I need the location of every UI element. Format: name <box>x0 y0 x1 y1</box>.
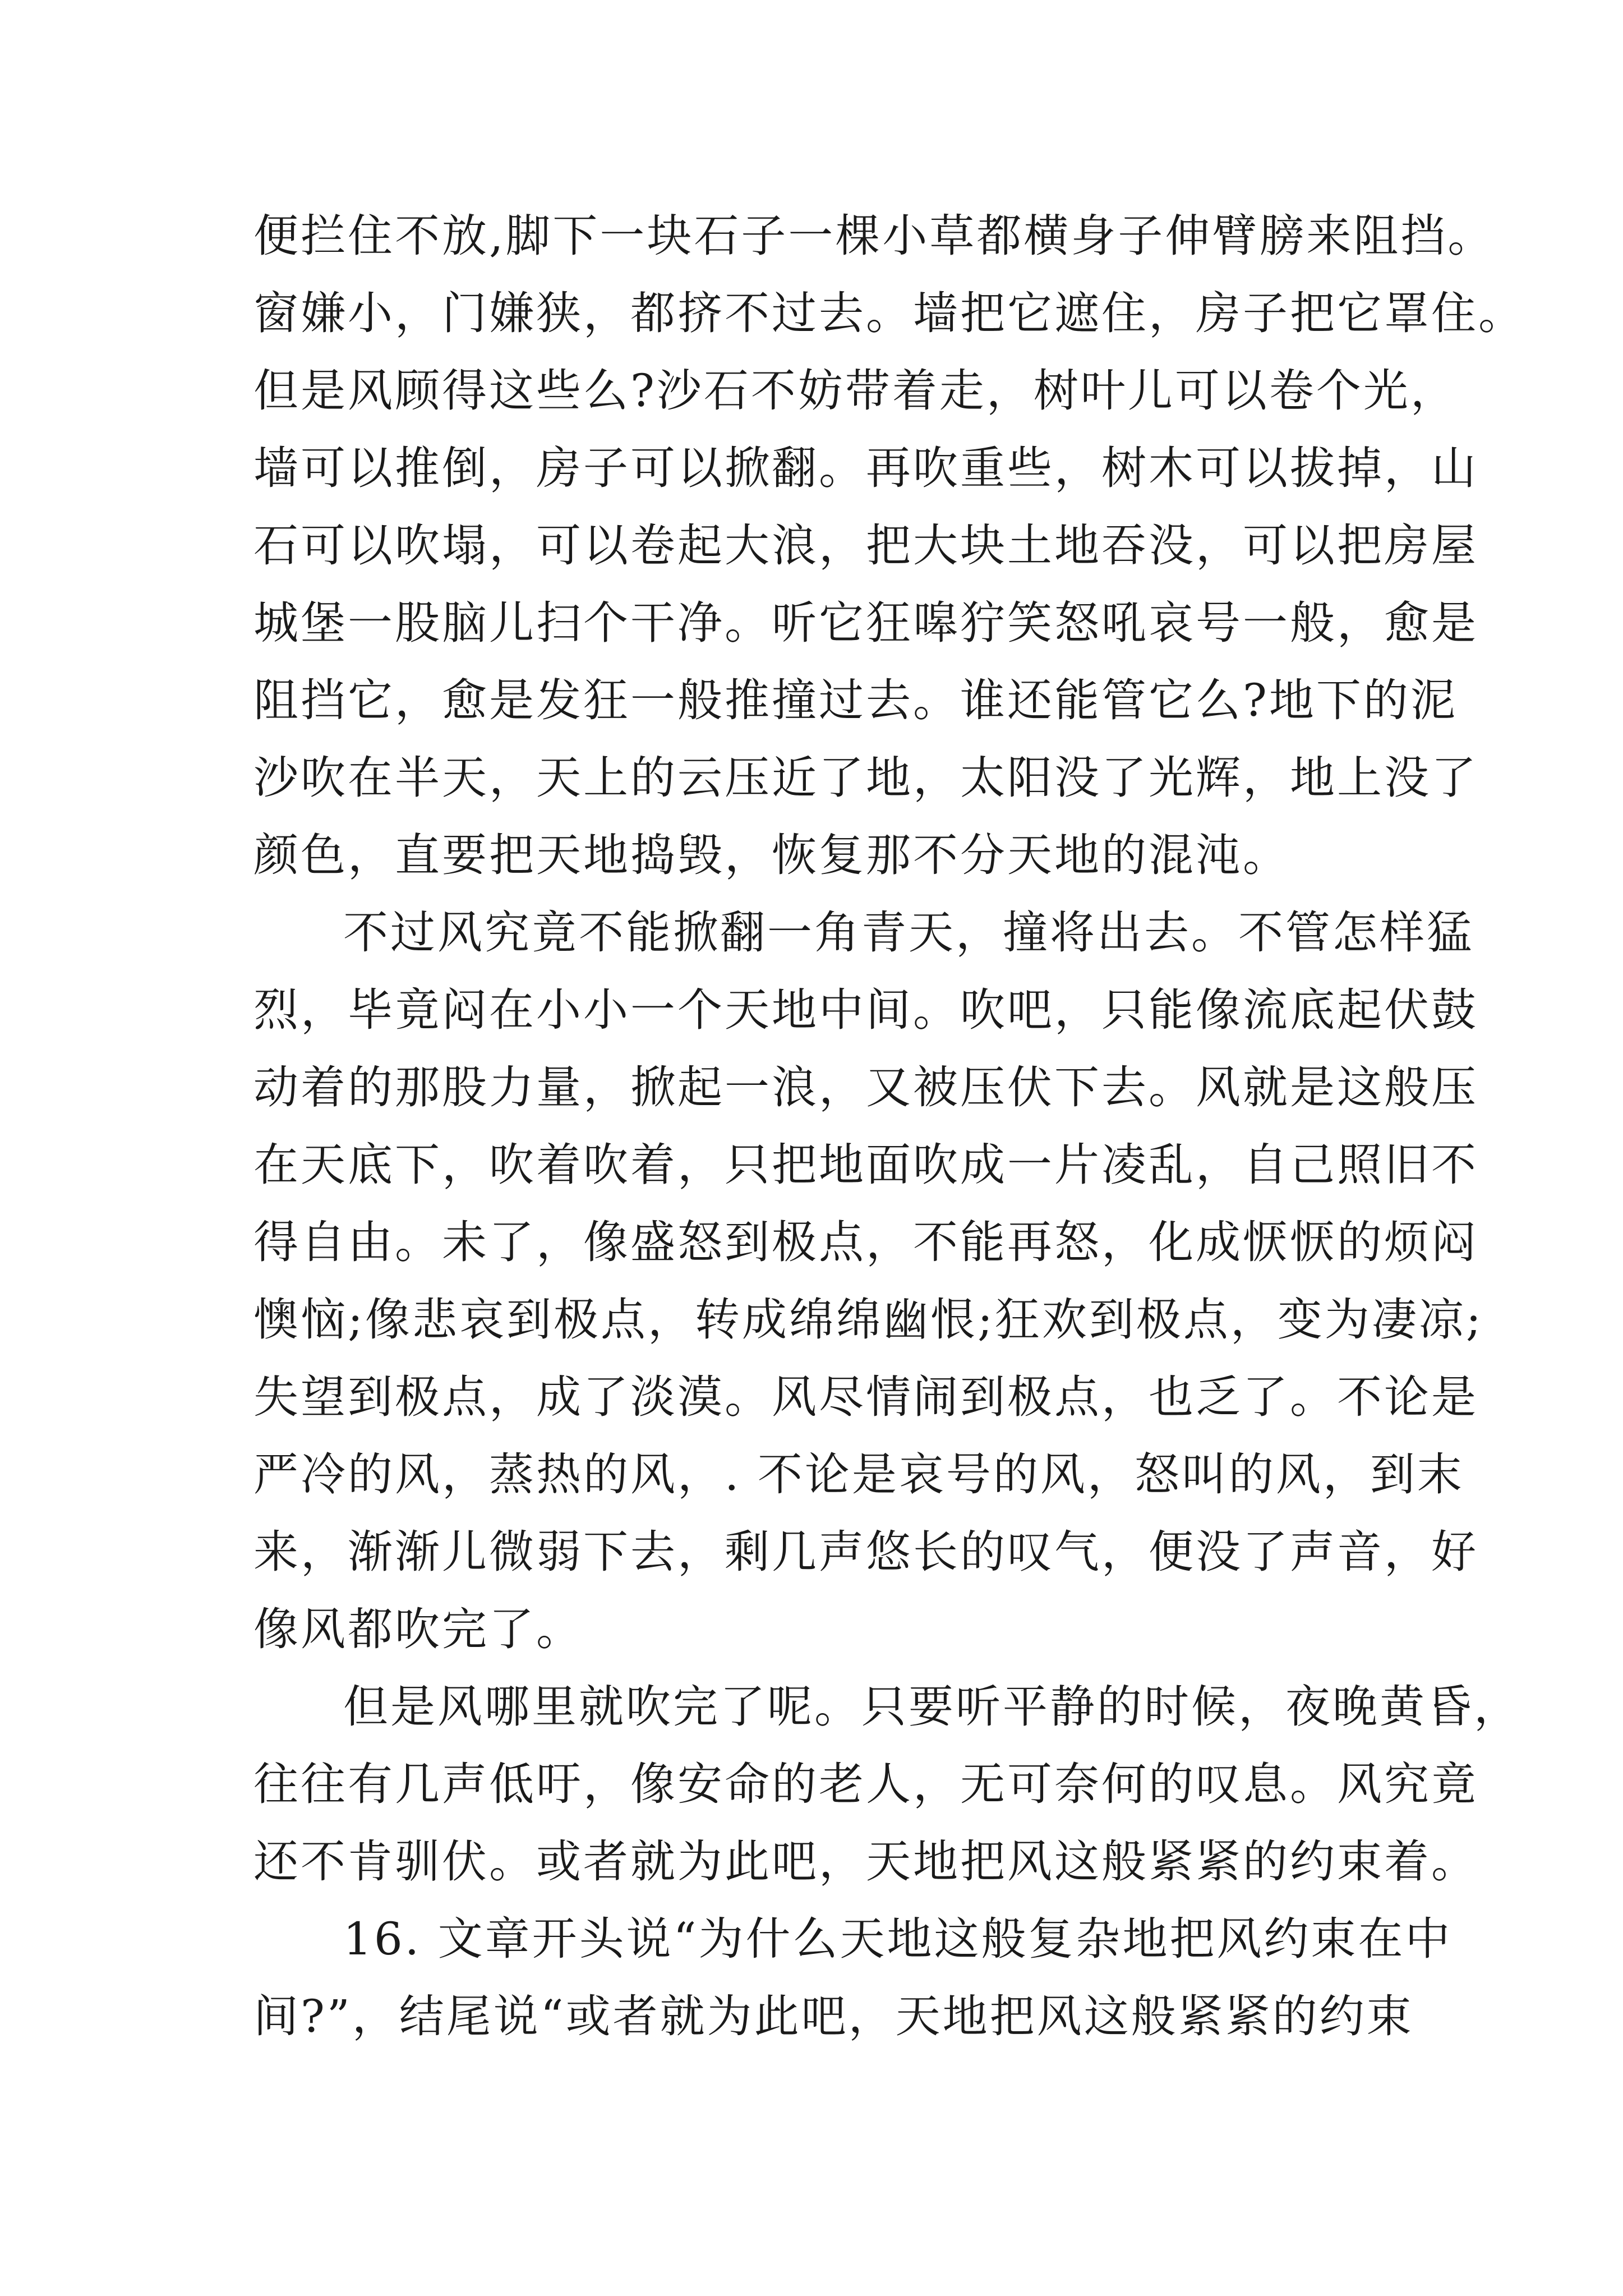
text-line-21: 往往有几声低吁，像安命的老人，无可奈何的叹息。风究竟 <box>253 1758 1478 1810</box>
text-line-7: 阻挡它，愈是发狂一般推撞过去。谁还能管它么?地下的泥 <box>253 674 1458 726</box>
text-line-8: 沙吹在半天，天上的云压近了地，太阳没了光辉，地上没了 <box>253 752 1478 804</box>
text-line-18: 来，渐渐儿微弱下去，剩几声悠长的叹气，便没了声音，好 <box>253 1526 1478 1578</box>
text-line-4: 墙可以推倒，房子可以掀翻。再吹重些，树木可以拔掉，山 <box>253 442 1478 494</box>
text-line-16: 失望到极点，成了淡漠。风尽情闹到极点，也乏了。不论是 <box>253 1371 1478 1423</box>
text-line-17: 严冷的风，蒸热的风，. 不论是哀号的风，怒叫的风，到末 <box>253 1448 1464 1501</box>
text-line-15: 懊恼;像悲哀到极点，转成绵绵幽恨;狂欢到极点，变为凄凉; <box>253 1294 1483 1346</box>
question-line-1: 16. 文章开头说“为什么天地这般复杂地把风约束在中 <box>343 1913 1453 1965</box>
text-line-3: 但是风顾得这些么?沙石不妨带着走，树叶儿可以卷个光， <box>253 365 1458 417</box>
text-line-6: 城堡一股脑儿扫个干净。听它狂嗥狞笑怒吼哀号一般，愈是 <box>253 597 1478 649</box>
text-line-19: 像风都吹完了。 <box>253 1603 583 1655</box>
text-line-20: 但是风哪里就吹完了呢。只要听平静的时候，夜晚黄昏， <box>343 1681 1521 1733</box>
text-line-11: 烈，毕竟闷在小小一个天地中间。吹吧，只能像流底起伏鼓 <box>253 984 1478 1036</box>
text-line-9: 颜色，直要把天地捣毁，恢复那不分天地的混沌。 <box>253 829 1290 881</box>
text-line-22: 还不肯驯伏。或者就为此吧，天地把风这般紧紧的约束着。 <box>253 1835 1478 1888</box>
text-line-5: 石可以吹塌，可以卷起大浪，把大块土地吞没，可以把房屋 <box>253 519 1478 572</box>
text-line-10: 不过风究竟不能掀翻一角青天，撞将出去。不管怎样猛 <box>343 907 1474 959</box>
text-line-2: 窗嫌小，门嫌狭，都挤不过去。墙把它遮住，房子把它罩住。 <box>253 287 1525 339</box>
essay-text <box>253 197 1525 2055</box>
text-line-12: 动着的那股力量，掀起一浪，又被压伏下去。风就是这般压 <box>253 1061 1478 1114</box>
text-line-14: 得自由。未了，像盛怒到极点，不能再怒，化成恹恹的烦闷 <box>253 1216 1478 1268</box>
text-line-13: 在天底下，吹着吹着，只把地面吹成一片凌乱，自己照旧不 <box>253 1139 1478 1191</box>
question-line-2: 间?”，结尾说“或者就为此吧，天地把风这般紧紧的约束 <box>253 1990 1414 2042</box>
text-line-1: 便拦住不放,脚下一块石子一棵小草都横身子伸臂膀来阻挡。 <box>253 210 1495 262</box>
